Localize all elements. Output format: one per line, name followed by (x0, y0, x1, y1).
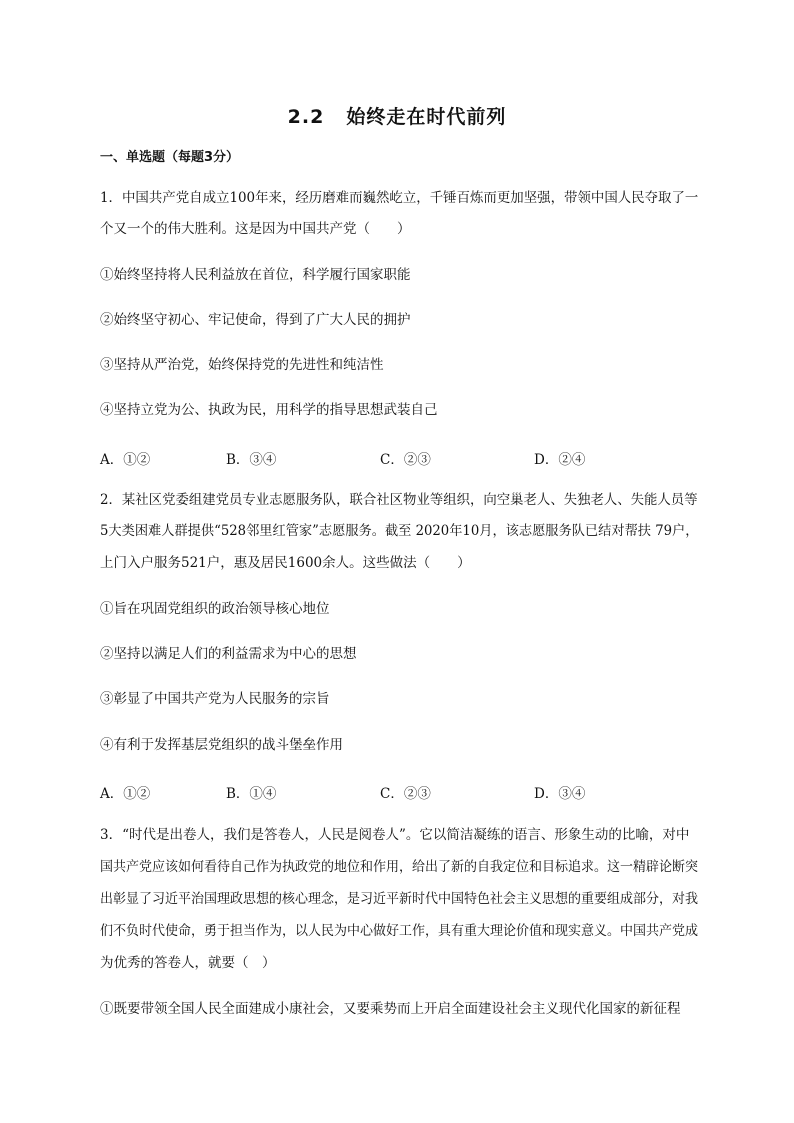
option-c: C．②③ (380, 786, 431, 802)
title-text: 始终走在时代前列 (346, 106, 507, 128)
option-d: D．③④ (534, 786, 586, 802)
question-2-item-1: ①旨在巩固党组织的政治领导核心地位 (100, 601, 330, 617)
question-1-line-1: 1．中国共产党自成立100年来，经历磨难而巍然屹立，千锤百炼而更加坚强，带领中国人民夺取了一 (100, 190, 699, 206)
question-2-line-1: 2．某社区党委组建党员专业志愿服务队，联合社区物业等组织，向空巢老人、失独老人、失能人员等 (100, 492, 698, 508)
question-1-item-4: ④坚持立党为公、执政为民，用科学的指导思想武装自己 (100, 402, 438, 418)
question-1-item-2: ②始终坚守初心、牢记使命，得到了广大人民的拥护 (100, 312, 411, 328)
question-3-line-3: 出彰显了习近平治国理政思想的核心理念，是习近平新时代中国特色社会主义思想的重要组成部分，对我 (100, 891, 699, 907)
question-2-line-3: 上门入户服务521户，惠及居民1600余人。这些做法（ ） (100, 555, 471, 571)
question-3-line-2: 国共产党应该如何看待自己作为执政党的地位和作用，给出了新的自我定位和目标追求。这一精辟论断突 (100, 859, 699, 875)
question-2-item-3: ③彰显了中国共产党为人民服务的宗旨 (100, 691, 330, 707)
question-3-line-4: 们不负时代使命，勇于担当作为，以人民为中心做好工作，具有重大理论价值和现实意义。中国共产党成 (100, 923, 699, 939)
option-b: B．③④ (226, 452, 277, 468)
title-number: 2.2 (287, 106, 325, 128)
option-d: D．②④ (534, 452, 586, 468)
option-c: C．②③ (380, 452, 431, 468)
question-3-line-1: 3．“时代是出卷人，我们是答卷人，人民是阅卷人”。它以简洁凝练的语言、形象生动的比喻，对中 (100, 827, 690, 843)
question-2-line-2: 5大类困难人群提供“528邻里红管家”志愿服务。截至 2020年10月，该志愿服务队已结对帮扶 79户， (100, 523, 699, 539)
option-b: B．①④ (226, 786, 277, 802)
option-a: A．①② (100, 452, 151, 468)
question-3-item-1: ①既要带领全国人民全面建成小康社会，又要乘势而上开启全面建设社会主义现代化国家的新征程 (100, 1001, 681, 1017)
section-heading: 一、单选题（每题3分） (100, 150, 240, 165)
question-3-line-5: 为优秀的答卷人，就要（ ） (100, 955, 276, 971)
option-a: A．①② (100, 786, 151, 802)
question-1-line-2: 个又一个的伟大胜利。这是因为中国共产党（ ） (100, 221, 411, 237)
question-2-item-2: ②坚持以满足人们的利益需求为中心的思想 (100, 646, 357, 662)
question-2-item-4: ④有利于发挥基层党组织的战斗堡垒作用 (100, 737, 343, 753)
question-1-item-1: ①始终坚持将人民利益放在首位，科学履行国家职能 (100, 267, 411, 283)
page-title (0, 102, 794, 129)
question-1-item-3: ③坚持从严治党，始终保持党的先进性和纯洁性 (100, 357, 384, 373)
